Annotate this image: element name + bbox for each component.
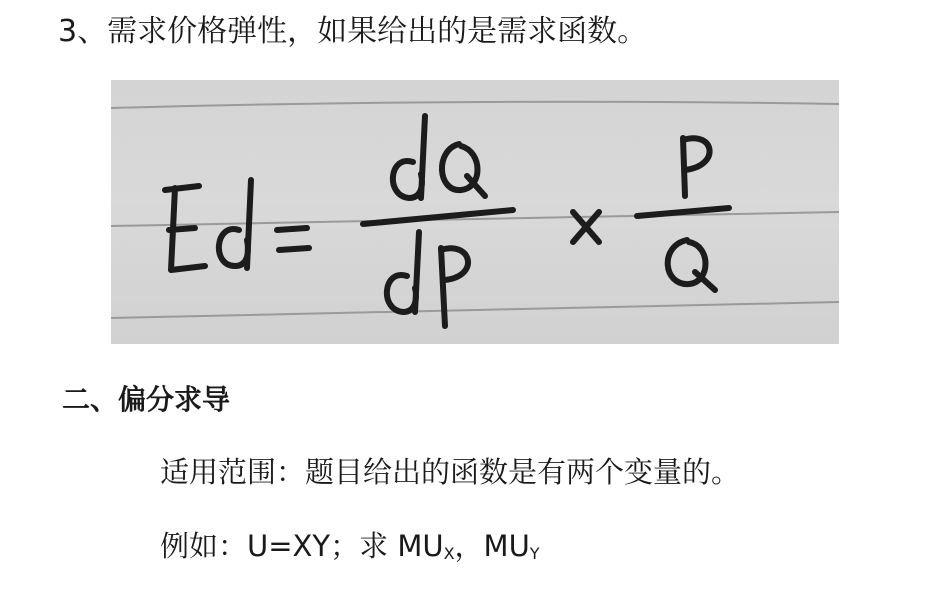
example-separator: ，MU [454, 529, 530, 563]
ruled-line [111, 102, 839, 108]
fraction-bar [363, 210, 513, 224]
glyph-d [393, 116, 425, 198]
glyph-P [683, 138, 710, 196]
ruled-line [111, 302, 839, 318]
glyph-P [441, 248, 468, 326]
glyph-E [165, 186, 205, 270]
glyph-d [387, 232, 419, 312]
glyph-Q [442, 144, 485, 196]
subscript-x: X [443, 544, 455, 563]
glyph-Q [668, 240, 715, 290]
formula-drawing [111, 80, 839, 344]
scope-text: 适用范围：题目给出的函数是有两个变量的。 [160, 455, 741, 489]
example-text [160, 524, 540, 576]
handwritten-formula-image [111, 80, 839, 344]
section-2-heading: 二、偏分求导 [62, 383, 231, 416]
glyph-equals [277, 228, 309, 250]
subscript-y: Y [529, 544, 540, 563]
section-3-title: 3、需求价格弹性，如果给出的是需求函数。 [58, 14, 648, 49]
example-prefix: 例如：U=XY；求 MU [160, 529, 444, 563]
